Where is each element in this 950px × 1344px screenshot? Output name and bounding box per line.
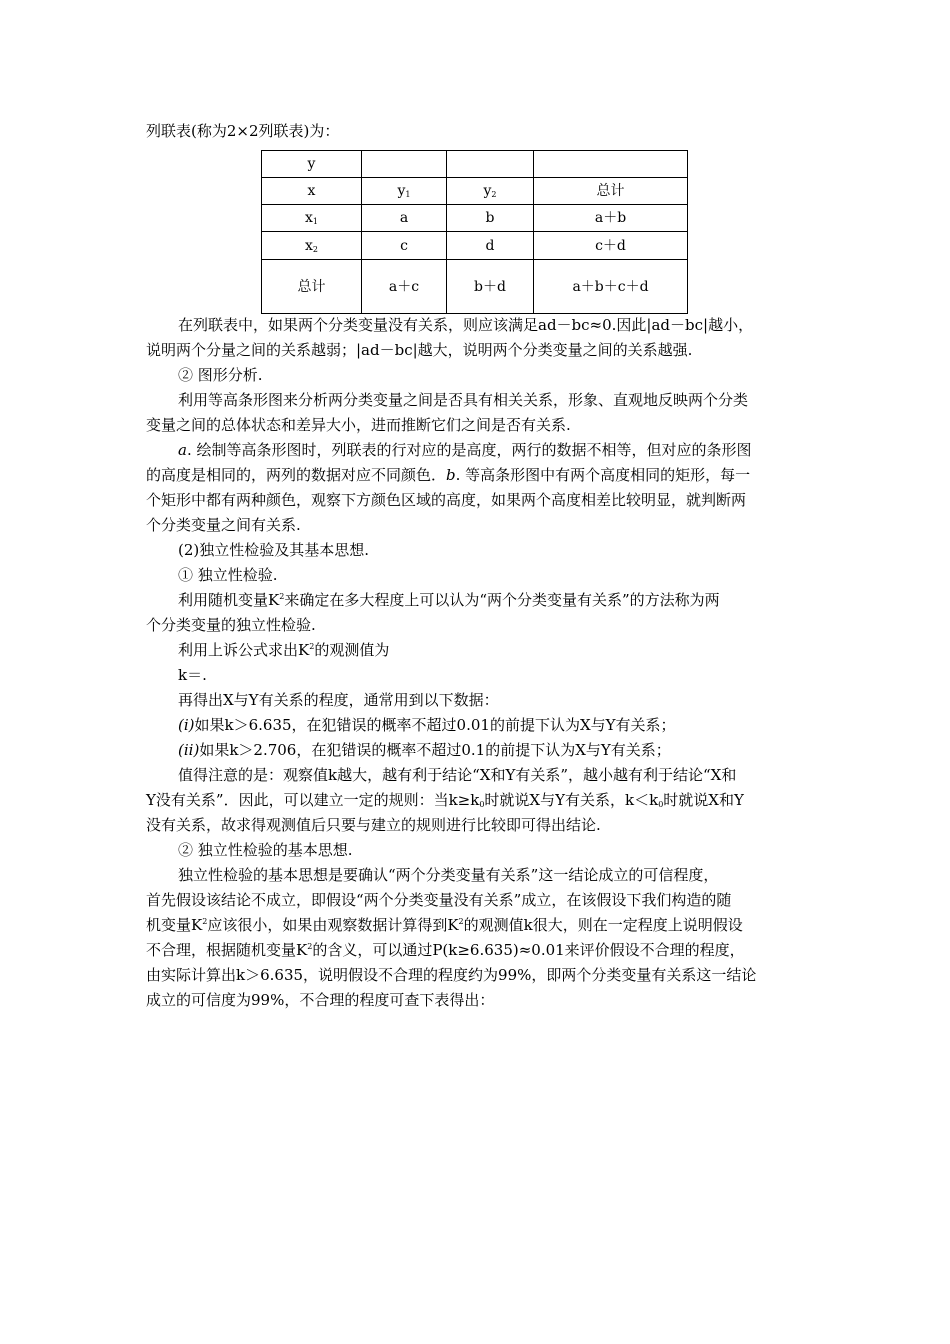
item-marker: (ii) (178, 741, 200, 759)
paragraph-line (146, 915, 743, 935)
item-marker: (i) (178, 716, 195, 734)
paragraph-line: 在列联表中，如果两个分类变量没有关系，则应该满足ad－bc≈0.因此|ad－bc|越小， (178, 316, 754, 334)
table-cell: a＋c (362, 260, 447, 314)
superscript: 2 (307, 942, 313, 951)
cell-text: x (305, 237, 313, 254)
line-text: 来确定在多大程度上可以认为“两个分类变量有关系”的方法称为两 (284, 591, 720, 609)
subscript: 2 (491, 190, 497, 199)
table-row (262, 205, 688, 232)
superscript: 2 (279, 592, 285, 601)
paragraph-line: 说明两个分量之间的关系越弱；|ad－bc|越大，说明两个分类变量之间的关系越强. (146, 341, 693, 359)
table-cell (262, 232, 362, 260)
table-cell (262, 205, 362, 232)
table-cell: c (362, 232, 447, 260)
line-text: 的观测值为 (314, 641, 390, 659)
subscript: 1 (405, 190, 411, 199)
superscript: 2 (458, 917, 464, 926)
line-text: Y没有关系”．因此，可以建立一定的规则：当k≥k (146, 791, 480, 809)
line-text: 如果k＞2.706，在犯错误的概率不超过0.1的前提下认为X与Y有关系； (199, 741, 671, 759)
item-letter: a (178, 441, 187, 459)
superscript: 2 (309, 642, 315, 651)
table-cell (362, 151, 447, 178)
contingency-table (261, 150, 688, 314)
paragraph-line: 首先假设该结论不成立，即假设“两个分类变量没有关系”成立，在该假设下我们构造的随 (146, 891, 732, 909)
paragraph-line (146, 465, 750, 485)
table-cell: c＋d (534, 232, 688, 260)
table-cell (447, 178, 534, 205)
paragraph-line (178, 715, 676, 735)
paragraph-line: 没有关系，故求得观测值后只要与建立的规则进行比较即可得出结论. (146, 816, 601, 834)
table-cell: d (447, 232, 534, 260)
paragraph-line: 个分类变量之间有关系. (146, 516, 301, 534)
paragraph-line (178, 640, 389, 660)
paragraph-line (146, 940, 745, 960)
table-cell: b (447, 205, 534, 232)
line-text: 不合理，根据随机变量K (146, 941, 308, 959)
table-row (262, 260, 688, 314)
paragraph-line: 独立性检验的基本思想是要确认“两个分类变量有关系”这一结论成立的可信程度， (178, 866, 719, 884)
table-row (262, 151, 688, 178)
line-text: . 等高条形图中有两个高度相同的矩形，每一 (455, 466, 751, 484)
paragraph-line: 再得出X与Y有关系的程度，通常用到以下数据： (178, 691, 499, 709)
line-text: 利用上诉公式求出K (178, 641, 310, 659)
section-heading: ② 图形分析. (178, 366, 263, 384)
table-cell (447, 151, 534, 178)
subscript: 0 (479, 800, 485, 809)
section-heading: ② 独立性检验的基本思想. (178, 841, 353, 859)
paragraph-line (178, 740, 671, 760)
formula-line: k＝. (178, 666, 207, 684)
line-text: 应该很小，如果由观察数据计算得到K (207, 916, 459, 934)
paragraph-line: 个矩形中都有两种颜色，观察下方颜色区域的高度，如果两个高度相差比较明显，就判断两 (146, 491, 747, 509)
line-text: 利用随机变量K (178, 591, 280, 609)
table-cell: b＋d (447, 260, 534, 314)
line-text: 如果k＞6.635，在犯错误的概率不超过0.01的前提下认为X与Y有关系； (194, 716, 676, 734)
superscript: 2 (202, 917, 208, 926)
table-cell (362, 178, 447, 205)
line-text: 时就说X与Y有关系，k＜k (484, 791, 659, 809)
cell-text: y (397, 183, 406, 199)
line-text: 机变量K (146, 916, 203, 934)
paragraph-line: 个分类变量的独立性检验. (146, 616, 316, 634)
item-letter: b (446, 466, 456, 484)
line-text: 的含义，可以通过P(k≥6.635)≈0.01来评价假设不合理的程度， (312, 941, 745, 959)
intro-text: 列联表(称为2×2列联表)为： (146, 122, 340, 140)
paragraph-line (146, 790, 744, 810)
table-cell: 总计 (534, 178, 688, 205)
table-cell: x (262, 178, 362, 205)
section-heading: ① 独立性检验. (178, 566, 278, 584)
table-cell: 总计 (262, 260, 362, 314)
table-row (262, 178, 688, 205)
paragraph-line: 由实际计算出k＞6.635，说明假设不合理的程度约为99%，即两个分类变量有关系这一结论 (146, 966, 757, 984)
paragraph-line: 成立的可信度为99%，不合理的程度可查下表得出： (146, 991, 495, 1009)
cell-text: y (483, 183, 492, 199)
paragraph-line (178, 590, 720, 610)
table-cell (534, 151, 688, 178)
line-text: 的观测值k很大，则在一定程度上说明假设 (463, 916, 743, 934)
paragraph-line: 值得注意的是：观察值k越大，越有利于结论“X和Y有关系”，越小越有利于结论“X和 (178, 766, 737, 784)
table-cell: a (362, 205, 447, 232)
table-cell: y (262, 151, 362, 178)
table-row (262, 232, 688, 260)
line-text: 的高度是相同的，两列的数据对应不同颜色． (146, 466, 447, 484)
line-text: . 绘制等高条形图时，列联表的行对应的是高度，两行的数据不相等，但对应的条形图 (186, 441, 752, 459)
table-cell: a＋b＋c＋d (534, 260, 688, 314)
subscript: 1 (312, 217, 318, 226)
paragraph-line: 利用等高条形图来分析两分类变量之间是否具有相关关系，形象、直观地反映两个分类 (178, 391, 749, 409)
section-heading: (2)独立性检验及其基本思想. (178, 541, 370, 559)
subscript: 2 (312, 244, 318, 254)
table-cell: a＋b (534, 205, 688, 232)
subscript: 0 (658, 800, 664, 809)
paragraph-line: 变量之间的总体状态和差异大小，进而推断它们之间是否有关系. (146, 416, 571, 434)
paragraph-line (178, 440, 752, 460)
cell-text: x (305, 210, 313, 226)
line-text: 时就说X和Y (663, 791, 744, 809)
